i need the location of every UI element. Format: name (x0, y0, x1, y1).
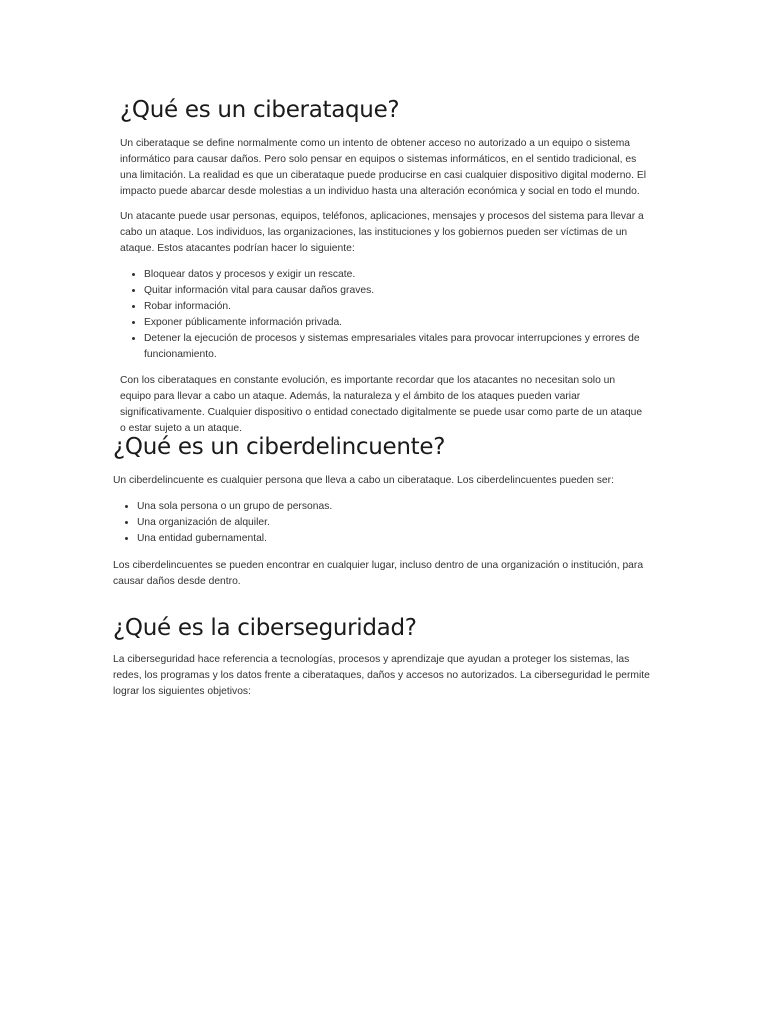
bullet-list (113, 499, 648, 547)
list-item: • Robar información. (144, 299, 648, 315)
list-item: • Una sola persona o un grupo de personas. (137, 499, 648, 515)
list-item: • Una entidad gubernamental. (137, 531, 648, 547)
paragraph: Con los ciberataques en constante evolución, es importante recordar que los atacantes no necesitan solo un equipo para llevar a cabo un ataque. Además, la naturaleza y el ámbito de los ataques pueden variar significativamente. Cualquier dispositivo o entidad conectado digitalmente se puede usar como parte de un ataque o estar sujeto a un ataque. (120, 375, 643, 434)
list-item: • Una organización de alquiler. (137, 515, 648, 531)
heading-ciberdelincuente: ¿Qué es un ciberdelincuente? (113, 434, 446, 460)
section-ciberataque (120, 96, 648, 437)
heading-ciberseguridad: ¿Qué es la ciberseguridad? (113, 615, 417, 641)
section-ciberdelincuente (113, 433, 648, 590)
bullet-list (120, 267, 648, 363)
paragraph: Un ciberdelincuente es cualquier persona que lleva a cabo un ciberataque. Los ciberdelincuentes pueden ser: (113, 475, 614, 486)
list-item: • Detener la ejecución de procesos y sistemas empresariales vitales para provocar interrupciones y errores de funcionamiento. (144, 331, 648, 363)
heading-ciberataque: ¿Qué es un ciberataque? (120, 97, 400, 123)
section-ciberseguridad (113, 614, 653, 700)
paragraph: Un atacante puede usar personas, equipos, teléfonos, aplicaciones, mensajes y procesos del sistema para llevar a cabo un ataque. Los individuos, las organizaciones, las instituciones y los gobiernos pueden ser víctimas de un ataque. Estos atacantes podrían hacer lo siguiente: (120, 211, 644, 254)
list-item: • Exponer públicamente información privada. (144, 315, 648, 331)
list-item: • Bloquear datos y procesos y exigir un rescate. (144, 267, 648, 283)
paragraph: Los ciberdelincuentes se pueden encontrar en cualquier lugar, incluso dentro de una organización o institución, para causar daños desde dentro. (113, 560, 644, 587)
paragraph: La ciberseguridad hace referencia a tecnologías, procesos y aprendizaje que ayudan a proteger los sistemas, las redes, los programas y los datos frente a ciberataques, daños y accesos no autorizados. La ciberseguridad le permite lograr los siguientes objetivos: (113, 654, 650, 697)
paragraph: Un ciberataque se define normalmente como un intento de obtener acceso no autorizado a un equipo o sistema informático para causar daños. Pero solo pensar en equipos o sistemas informáticos, en el sentido tradicional, es una limitación. La realidad es que un ciberataque puede producirse en casi cualquier dispositivo digital moderno. El impacto puede abarcar desde molestias a un individuo hasta una alteración económica y social en todo el mundo. (120, 138, 647, 197)
list-item: • Quitar información vital para causar daños graves. (144, 283, 648, 299)
